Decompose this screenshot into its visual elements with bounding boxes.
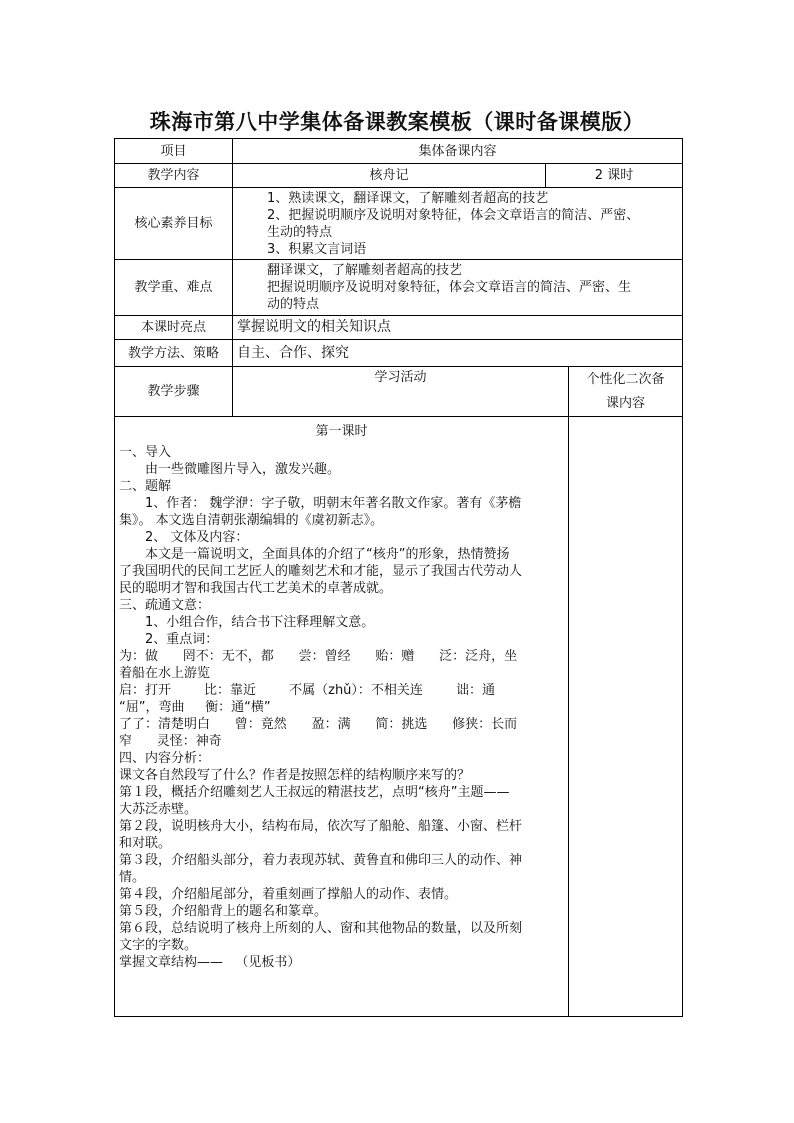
row-steps-header — [115, 367, 683, 417]
label-methods: 教学方法、策略 — [115, 340, 233, 367]
header-row — [115, 139, 683, 164]
lesson-line: 第２段，说明核舟大小，结构布局，依次写了船舱、船篷、小窗、栏杆 — [119, 819, 523, 834]
lesson-line: 窄 灵怪：神奇 — [119, 734, 222, 749]
lesson-line: 和对联。 — [119, 836, 172, 851]
key-point-line: 把握说明顺序及说明对象特征，体会文章语言的简洁、严密、生 — [267, 280, 632, 295]
value-methods: 自主、合作、探究 — [233, 340, 683, 367]
lesson-line: 为：做 罔不：无不，都 尝：曾经 贻：赠 泛：泛舟，坐 — [119, 649, 518, 664]
lesson-line: 1、作者： 魏学洢：字子敬，明朝末年著名散文作家。著有《茅檐 — [145, 496, 522, 511]
lesson-line: 了了：清楚明白 曾：竟然 盈：满 简：挑选 修狭：长而 — [119, 717, 518, 732]
personal-prep-cell — [569, 417, 683, 1017]
personal-prep-line: 课内容 — [606, 395, 646, 411]
header-content: 集体备课内容 — [233, 139, 683, 164]
label-teaching-content: 教学内容 — [115, 164, 233, 188]
value-highlight: 掌握说明文的相关知识点 — [233, 316, 683, 340]
label-core-goals: 核心素养目标 — [115, 188, 233, 260]
lesson-plan-table — [114, 138, 683, 1017]
core-goal-line: 1、熟读课文，翻译课文，了解雕刻者超高的技艺 — [267, 190, 549, 206]
row-core-goals — [115, 188, 683, 260]
lesson-line: 第５段，介绍船背上的题名和篆章。 — [119, 904, 328, 919]
key-point-line: 翻译课文，了解雕刻者超高的技艺 — [267, 263, 463, 278]
row-key-points — [115, 260, 683, 316]
lesson-line: 第６段，总结说明了核舟上所刻的人、窗和其他物品的数量，以及所刻 — [119, 921, 523, 936]
lesson-line: 第１段，概括介绍雕刻艺人王叔远的精湛技艺，点明“核舟”主题—— — [119, 785, 510, 800]
key-point-line: 动的特点 — [267, 297, 320, 312]
label-personal-prep — [569, 367, 683, 417]
lesson-content — [115, 417, 569, 1017]
lesson-line: 1、小组合作，结合书下注释理解文意。 — [145, 615, 375, 630]
lesson-line: 2、 文体及内容： — [145, 530, 249, 545]
lesson-line: 启：打开 比：靠近 不属（zhǔ）：不相关连 诎：通 — [119, 683, 495, 698]
lesson-line: 掌握文章结构—— （见板书） — [119, 955, 301, 970]
row-methods — [115, 340, 683, 367]
row-lesson-body — [115, 417, 683, 1017]
core-goal-line: 生动的特点 — [267, 224, 333, 240]
lesson-line: 四、内容分析： — [119, 751, 211, 766]
core-goal-line: 2、把握说明顺序及说明对象特征，体会文章语言的简洁、严密、 — [267, 207, 640, 223]
lesson-line: 大苏泛赤壁。 — [119, 802, 198, 817]
row-highlight — [115, 316, 683, 340]
lesson-line: 三、疏通文意： — [119, 598, 211, 613]
label-steps: 教学步骤 — [115, 367, 233, 417]
lesson-title: 第一课时 — [315, 424, 368, 439]
lesson-line: 本文是一篇说明文，全面具体的介绍了“核舟”的形象，热情赞扬 — [145, 547, 510, 562]
label-activity: 学习活动 — [233, 367, 569, 417]
lesson-line: 课文各自然段写了什么？作者是按照怎样的结构顺序来写的？ — [119, 768, 471, 783]
lesson-line: 着船在水上游览 — [119, 666, 211, 681]
row-teaching-content — [115, 164, 683, 188]
lesson-line: 2、重点词： — [145, 632, 219, 647]
core-goal-line: 3、积累文言词语 — [267, 241, 367, 257]
value-core-goals — [233, 188, 683, 260]
lesson-line: 了我国明代的民间工艺匠人的雕刻艺术和才能，显示了我国古代劳动人 — [119, 564, 523, 579]
label-highlight: 本课时亮点 — [115, 316, 233, 340]
label-key-points: 教学重、难点 — [115, 260, 233, 316]
lesson-line: 文字的字数。 — [119, 938, 198, 953]
lesson-line: 由一些微雕图片导入，激发兴趣。 — [145, 462, 341, 477]
lesson-line: “屈”，弯曲 衡：通“横” — [119, 700, 271, 715]
header-item: 项目 — [115, 139, 233, 164]
lesson-line: 集》。 本文选自清朝张潮编辑的《虞初新志》。 — [119, 513, 384, 528]
lesson-line: 情。 — [119, 870, 146, 885]
value-class-hours: 2 课时 — [546, 164, 683, 188]
lesson-line: 第３段，介绍船头部分，着力表现苏轼、黄鲁直和佛印三人的动作、神 — [119, 853, 523, 868]
value-teaching-content: 核舟记 — [233, 164, 546, 188]
lesson-line: 第４段，介绍船尾部分，着重刻画了撑船人的动作、表情。 — [119, 887, 458, 902]
personal-prep-line: 个性化二次备 — [586, 371, 665, 387]
lesson-line: 一、导入 — [119, 445, 172, 460]
lesson-line: 二、题解 — [119, 479, 172, 494]
value-key-points — [233, 260, 683, 316]
page-title: 珠海市第八中学集体备课教案模板（课时备课模版） — [149, 110, 645, 134]
lesson-line: 民的聪明才智和我国古代工艺美术的卓著成就。 — [119, 581, 393, 596]
